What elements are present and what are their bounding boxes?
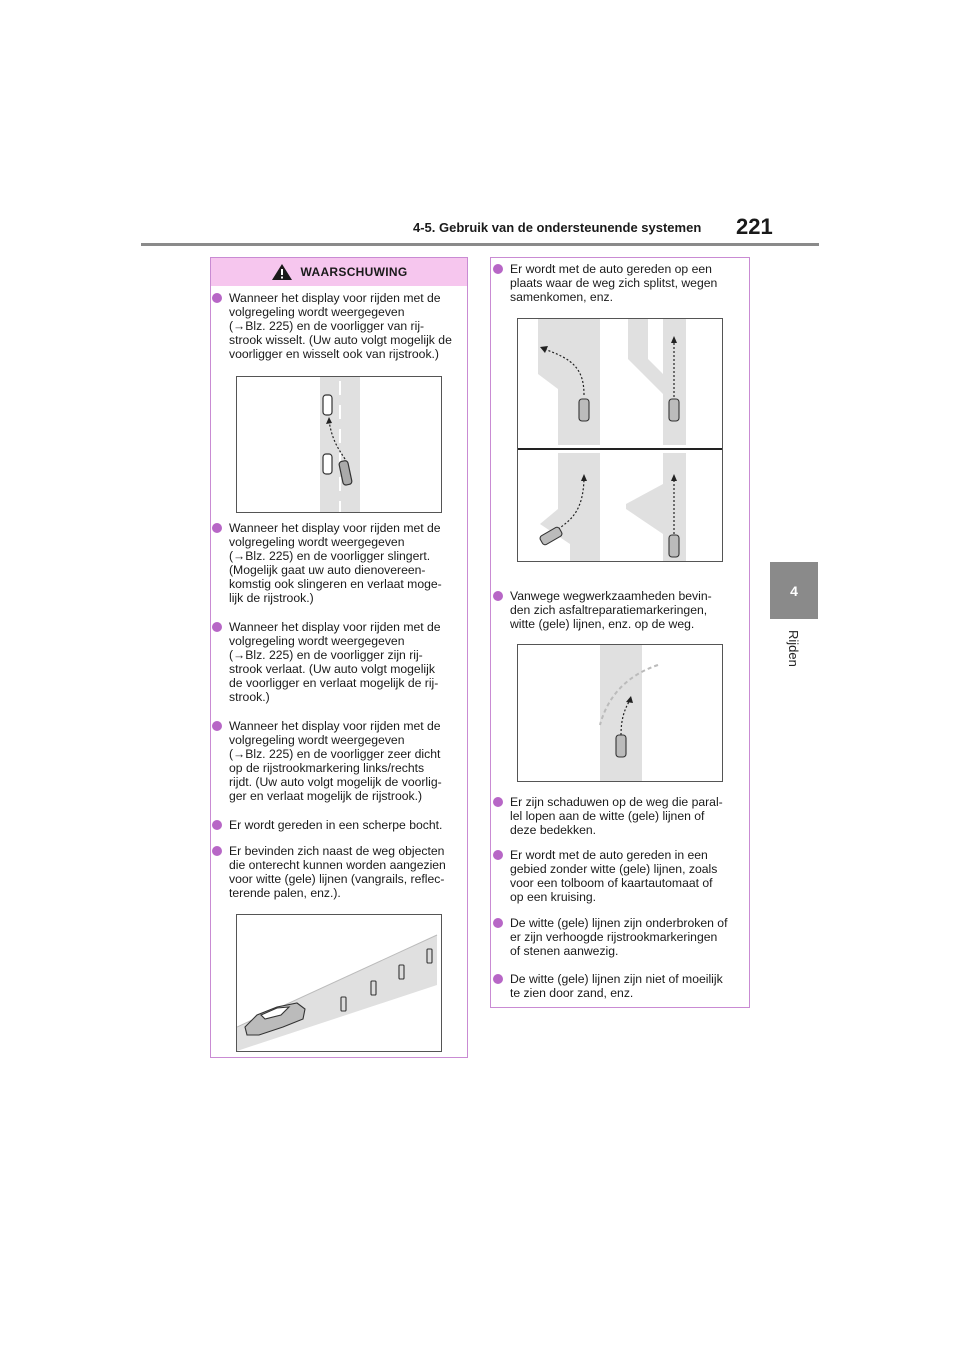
warning-triangle-icon	[271, 263, 293, 281]
warning-item: Wanneer het display voor rijden met de volgregeling wordt weergegeven (→Blz. 225) en de voorligger zijn rij- strook verlaat. (Uw auto volgt mogelijk de voorligger en verlaat mogelijk de rij- strook.)	[212, 620, 441, 704]
condition-item: Er zijn schaduwen op de weg die paral- lel lopen aan de witte (gele) lijnen of deze bedekken.	[493, 795, 723, 837]
bullet-icon	[493, 918, 503, 928]
bullet-icon	[493, 591, 503, 601]
condition-item: Er wordt met de auto gereden op een plaats waar de weg zich splitst, wegen samenkomen, enz.	[493, 262, 717, 304]
warning-header	[211, 258, 467, 286]
bullet-icon	[212, 846, 222, 856]
chapter-number: 4	[790, 582, 798, 599]
bullet-icon	[212, 622, 222, 632]
bullet-icon	[212, 523, 222, 533]
bullet-icon	[493, 264, 503, 274]
chapter-label: Rijden	[786, 630, 801, 667]
warning-item: Wanneer het display voor rijden met de volgregeling wordt weergegeven (→Blz. 225) en de voorligger zeer dicht op de rijstrookmarkering links/rechts rijdt. (Uw auto volgt mogelijk de voorlig- ger en verlaat mogelijk de rijstrook.)	[212, 719, 442, 803]
bullet-icon	[493, 974, 503, 984]
bullet-icon	[212, 820, 222, 830]
condition-item: De witte (gele) lijnen zijn onderbroken of er zijn verhoogde rijstrookmarkeringen of stenen aanwezig.	[493, 916, 727, 958]
header-divider	[141, 243, 819, 246]
chapter-tab	[770, 562, 818, 619]
lane-change-illustration	[236, 376, 442, 513]
condition-item: Er wordt met de auto gereden in een gebied zonder witte (gele) lijnen, zoals voor een tolboom of kaartautomaat of op een kruising.	[493, 848, 717, 904]
warning-item: Wanneer het display voor rijden met de volgregeling wordt weergegeven (→Blz. 225) en de voorligger van rij- strook wisselt. (Uw auto volgt mogelijk de voorligger en wisselt ook van rijstrook.)	[212, 291, 452, 361]
bullet-icon	[212, 293, 222, 303]
bullet-icon	[493, 797, 503, 807]
roadside-objects-illustration	[236, 914, 442, 1052]
bullet-icon	[212, 721, 222, 731]
condition-item: De witte (gele) lijnen zijn niet of moeilijk te zien door zand, enz.	[493, 972, 723, 1000]
warning-heading: WAARSCHUWING	[300, 265, 408, 279]
section-title: 4-5. Gebruik van de ondersteunende systemen	[413, 220, 702, 235]
road-split-illustration	[517, 318, 723, 562]
warning-item: Er bevinden zich naast de weg objecten die onterecht kunnen worden aangezien voor witte (gele) lijnen (vangrails, reflec- terende palen, enz.).	[212, 844, 446, 900]
warning-item: Wanneer het display voor rijden met de volgregeling wordt weergegeven (→Blz. 225) en de voorligger slingert. (Mogelijk gaat uw auto dienovereen- komstig ook slingeren en verlaat moge- lijk de rijstrook.)	[212, 521, 442, 605]
condition-item: Vanwege wegwerkzaamheden bevin- den zich asfaltreparatiemarkeringen, witte (gele) lijnen, enz. op de weg.	[493, 589, 712, 631]
bullet-icon	[493, 850, 503, 860]
road-repair-illustration	[517, 644, 723, 782]
page-number: 221	[736, 214, 773, 239]
warning-item: Er wordt gereden in een scherpe bocht.	[212, 818, 442, 832]
